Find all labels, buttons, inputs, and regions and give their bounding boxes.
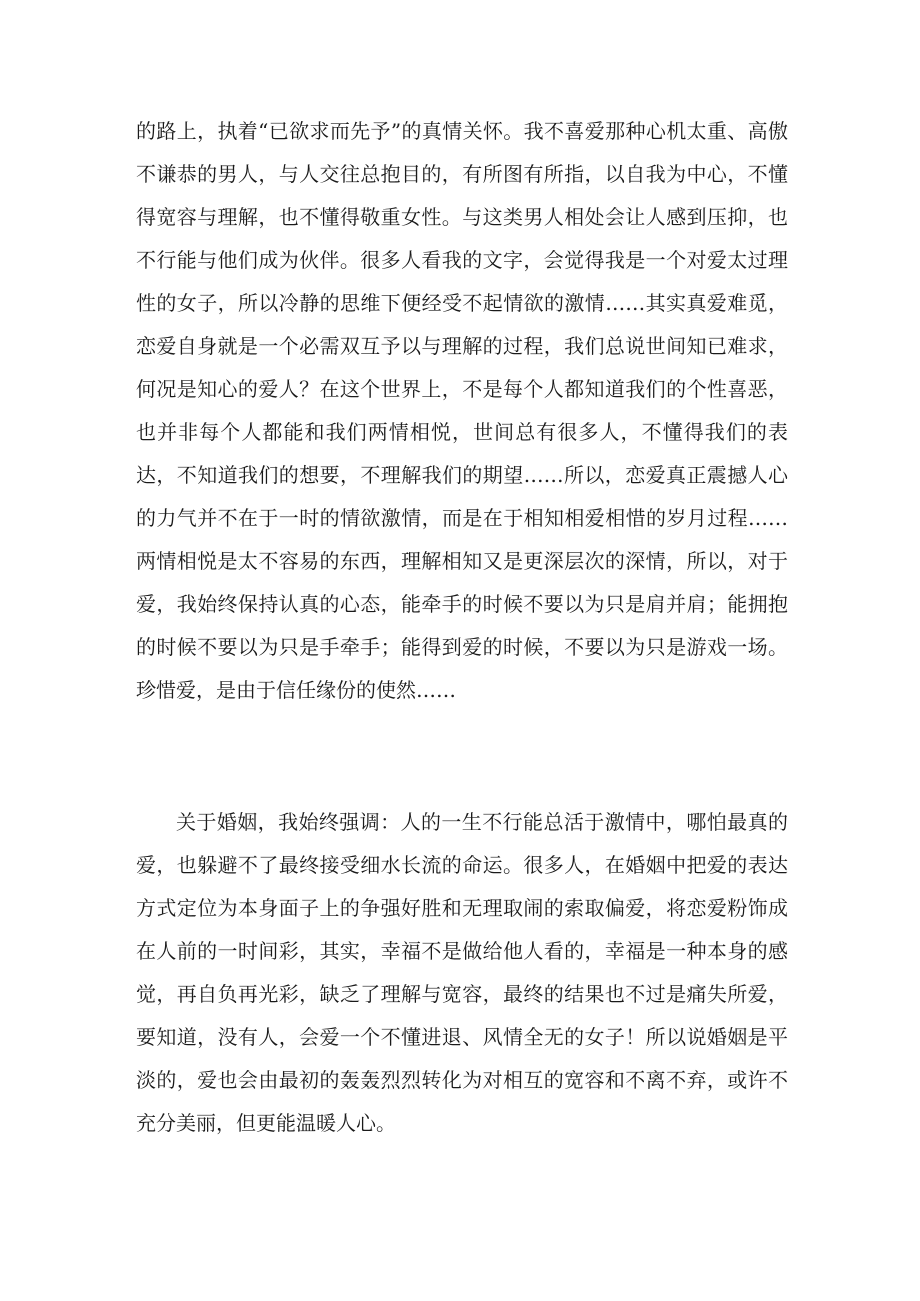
paragraph-on-love: 的路上，执着“已欲求而先予”的真情关怀。我不喜爱那种心机太重、高傲不谦恭的男人，与人交往总抱目的，有所图有所指，以自我为中心，不懂得宽容与理解，也不懂得敬重女性。与这类男人相处会让人感到压抑，也不行能与他们成为伙伴。很多人看我的文字，会觉得我是一个对爱太过理性的女子，所以冷静的思维下便经受不起情欲的激情……其实真爱难觅，恋爱自身就是一个必需双互予以与理解的过程，我们总说世间知已难求，何况是知心的爱人？在这个世界上，不是每个人都知道我们的个性喜恶，也并非每个人都能和我们两情相悦，世间总有很多人，不懂得我们的表达，不知道我们的想要，不理解我们的期望……所以，恋爱真正震撼人心的力气并不在于一时的情欲激情，而是在于相知相爱相惜的岁月过程……两情相悦是太不容易的东西，理解相知又是更深层次的深情，所以，对于爱，我始终保持认真的心态，能牵手的时候不要以为只是肩并肩；能拥抱的时候不要以为只是手牵手；能得到爱的时候，不要以为只是游戏一场。珍惜爱，是由于信任缘份的使然…… [136,119,788,702]
paragraph-on-marriage: 关于婚姻，我始终强调：人的一生不行能总活于激情中，哪怕最真的爱，也躲避不了最终接受细水长流的命运。很多人，在婚姻中把爱的表达方式定位为本身面子上的争强好胜和无理取闹的索取偏爱，将恋爱粉饰成在人前的一时间彩，其实，幸福不是做给他人看的，幸福是一种本身的感觉，再自负再光彩，缺乏了理解与宽容，最终的结果也不过是痛失所爱，要知道，没有人，会爱一个不懂进退、风情全无的女子！所以说婚姻是平淡的，爱也会由最初的轰轰烈烈转化为对相互的宽容和不离不弃，或许不充分美丽，但更能温暖人心。 [136,810,788,1135]
